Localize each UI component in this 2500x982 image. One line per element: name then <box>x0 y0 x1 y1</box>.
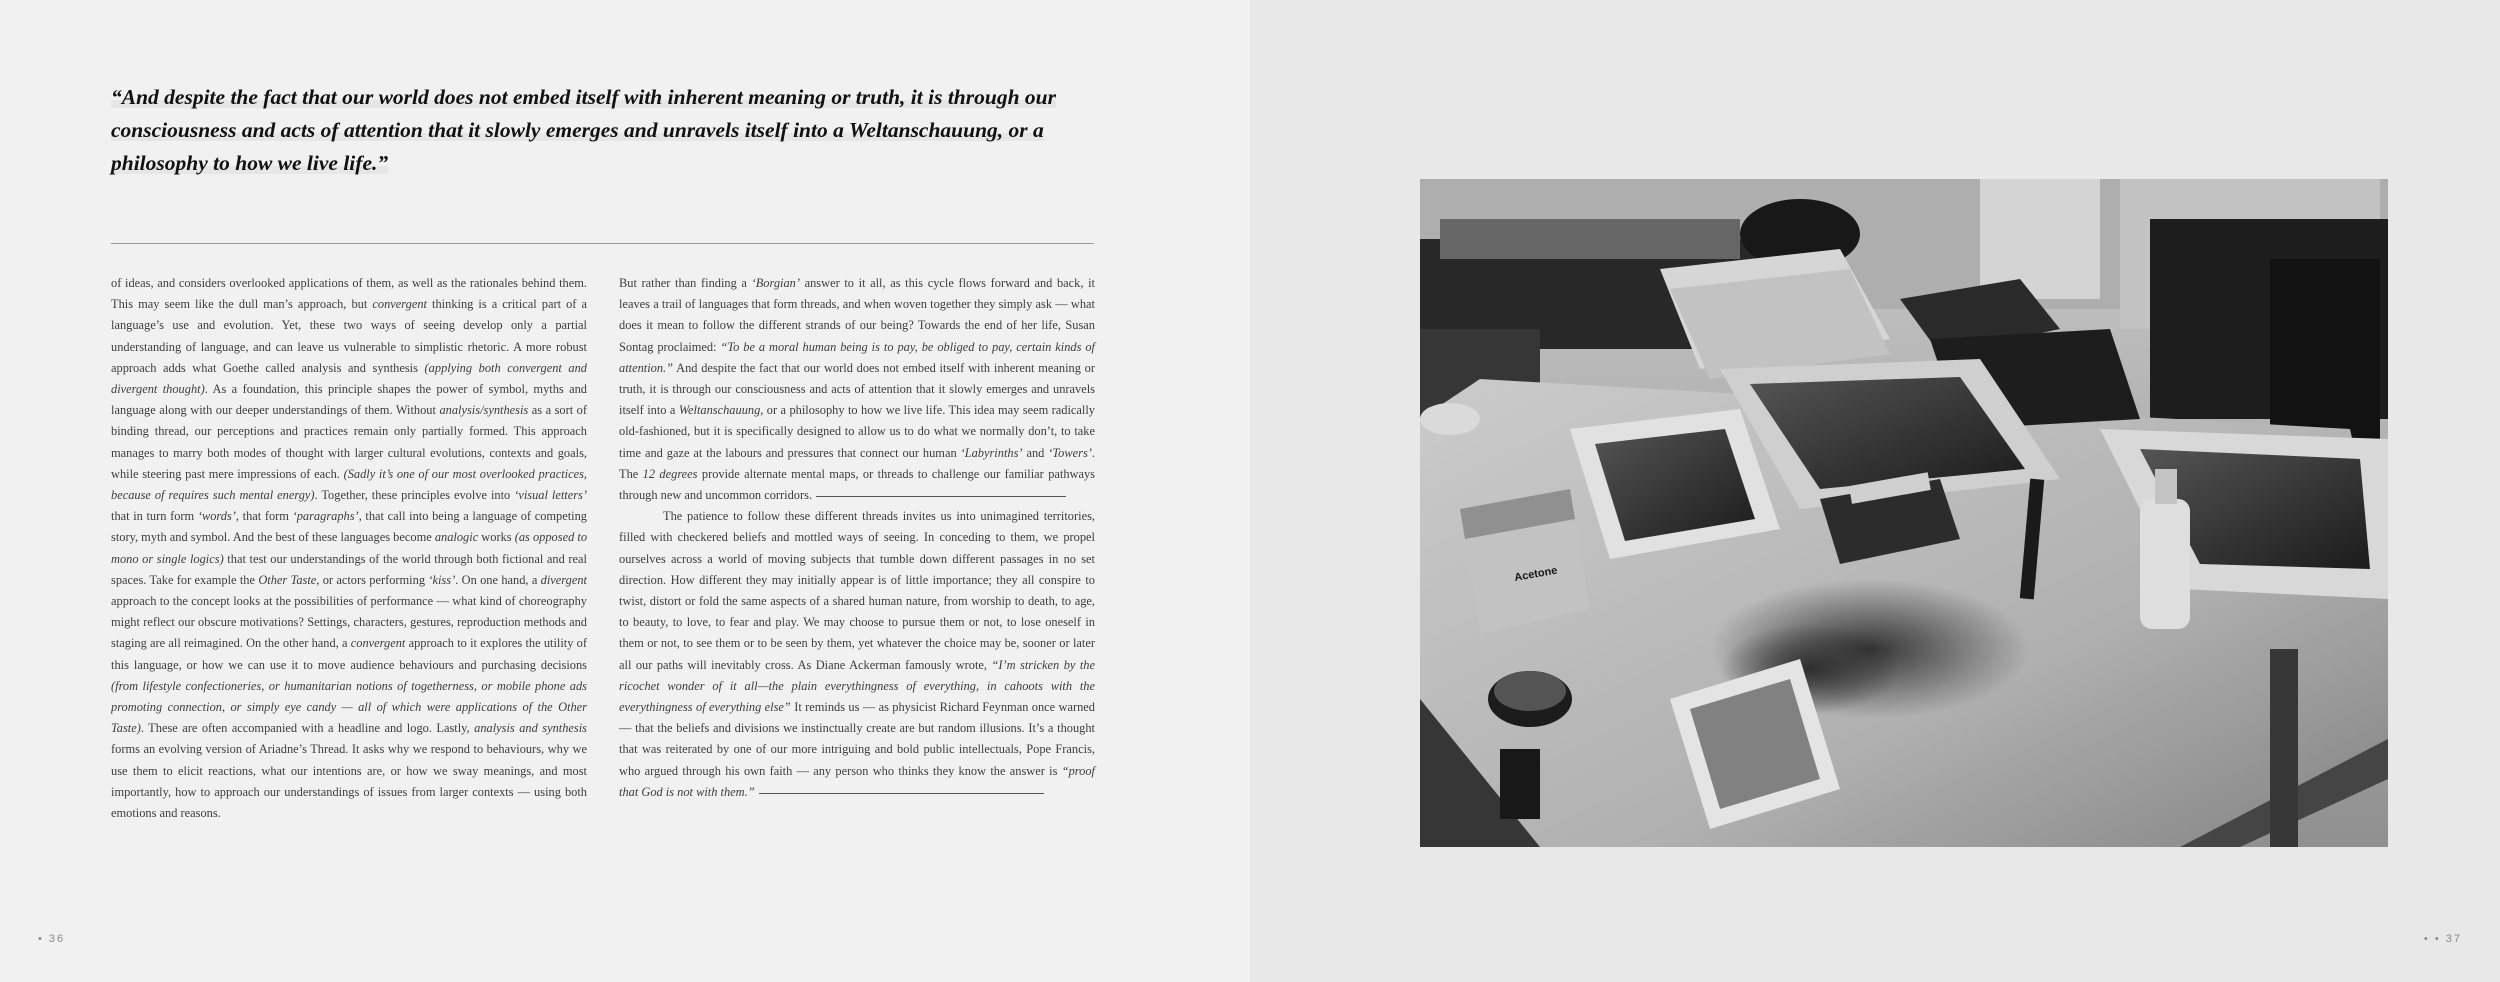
paragraph-end-rule <box>816 496 1066 497</box>
pull-quote-line-3: philosophy to how we live life.” <box>111 151 389 175</box>
body-column-right <box>619 273 1095 803</box>
page-number-right: • • 37 <box>2423 933 2462 945</box>
divider-rule <box>111 243 1094 244</box>
acetone-label: Acetone <box>1513 564 1559 584</box>
pull-quote-line-2: consciousness and acts of attention that it slowly emerges and unravels itself into a Weltanschauung, or a <box>111 118 1044 142</box>
body-paragraph: The patience to follow these different threads invites us into unimagined territories, filled with checkered beliefs and mottled ways of seeing. In conceding to them, we propel ourselves across a world of moving subjects that tumble down different passages in no set direction. How different they may initially appear is of little importance; they all conspire to twist, distort or fold the same aspects of a shared human nature, from worship to death, to age, to beauty, to love, to fear and play. We may choose to pursue them or not, to lose oneself in them or not, to see them or to be seen by them, yet whatever the choice may be, sooner or later all our paths will inevitably cross. As Diane Ackerman famously wrote, “I’m stricken by the ricochet wonder of it all—the plain everythingness of everything, in cahoots with the everythingness of everything else” It reminds us — as physicist Richard Feynman once warned — that the beliefs and divisions we instinctually create are but random illusions. It’s a thought that was reiterated by one of our more intriguing and bold public intellectuals, Pope Francis, who argued through his own faith — any person who thinks they know the answer is “proof that God is not with them.” <box>619 509 1095 799</box>
body-column-left <box>111 273 587 824</box>
workshop-photo <box>1420 179 2388 847</box>
body-paragraph: But rather than finding a ‘Borgian’ answer to it all, as this cycle flows forward and back, it leaves a trail of languages that form threads, and when woven together they simply ask — what does it mean to follow the different strands of our being? Towards the end of her life, Susan Sontag proclaimed: “To be a moral human being is to pay, be obliged to pay, certain kinds of attention.” And despite the fact that our world does not embed itself with inherent meaning or truth, it is through our consciousness and acts of attention that it slowly emerges and unravels itself into a Weltanschauung, or a philosophy to how we live life. This idea may seem radically old-fashioned, but it is specifically designed to allow us to do what we normally don’t, to take time and gaze at the labours and pressures that connect our human ‘Labyrinths’ and ‘Towers’. The 12 degrees provide alternate mental maps, or threads to challenge our familiar pathways through new and uncommon corridors. <box>619 276 1095 503</box>
page-number-value: 37 <box>2445 933 2462 945</box>
page-number-value: 36 <box>48 933 66 945</box>
body-paragraph: of ideas, and considers overlooked applications of them, as well as the rationales behind them. This may seem like the dull man’s approach, but convergent thinking is a critical part of a language’s use and evolution. Yet, these two ways of seeing develop only a partial understanding of language, and can leave us vulnerable to simplistic rhetoric. A more robust approach adds what Goethe called analysis and synthesis (applying both convergent and divergent thought). As a foundation, this principle shapes the power of symbol, myths and language along with our deeper understandings of them. Without analysis/synthesis as a sort of binding thread, our perceptions and practices remain only partially formed. This approach manages to marry both modes of thought with larger cultural evolutions, contexts and goals, while steering past mere impressions of each. (Sadly it’s one of our most overlooked practices, because of requires such mental energy). Together, these principles evolve into ‘visual letters’ that in turn form ‘words’, that form ‘paragraphs’, that call into being a language of competing story, myth and symbol. And the best of these languages become analogic works (as opposed to mono or single logics) that test our understandings of the world through both fictional and real spaces. Take for example the Other Taste, or actors performing ‘kiss’. On one hand, a divergent approach to the concept looks at the possibilities of performance — what kind of choreography might reflect our obscure motivations? Settings, characters, gestures, reproduction methods and staging are all reimagined. On the other hand, a convergent approach to it explores the utility of this language, or how we can use it to move audience behaviours and purchasing decisions (from lifestyle confectioneries, or humanitarian notions of togetherness, or mobile phone ads promoting connection, or simply eye candy — all of which were applications of the Other Taste). These are often accompanied with a headline and logo. Lastly, analysis and synthesis forms an evolving version of Ariadne’s Thread. It asks why we respond to behaviours, why we use them to elicit reactions, what our intentions are, or how we sway meanings, and most importantly, how to approach our understandings of issues from larger contexts — using both emotions and reasons. <box>111 276 588 821</box>
pull-quote <box>111 81 1096 180</box>
right-page <box>1250 0 2500 982</box>
page-number-left: • 36 <box>38 933 66 945</box>
pull-quote-line-1: “And despite the fact that our world does not embed itself with inherent meaning or truth, it is through our <box>111 85 1056 109</box>
paragraph-end-rule <box>759 793 1044 794</box>
